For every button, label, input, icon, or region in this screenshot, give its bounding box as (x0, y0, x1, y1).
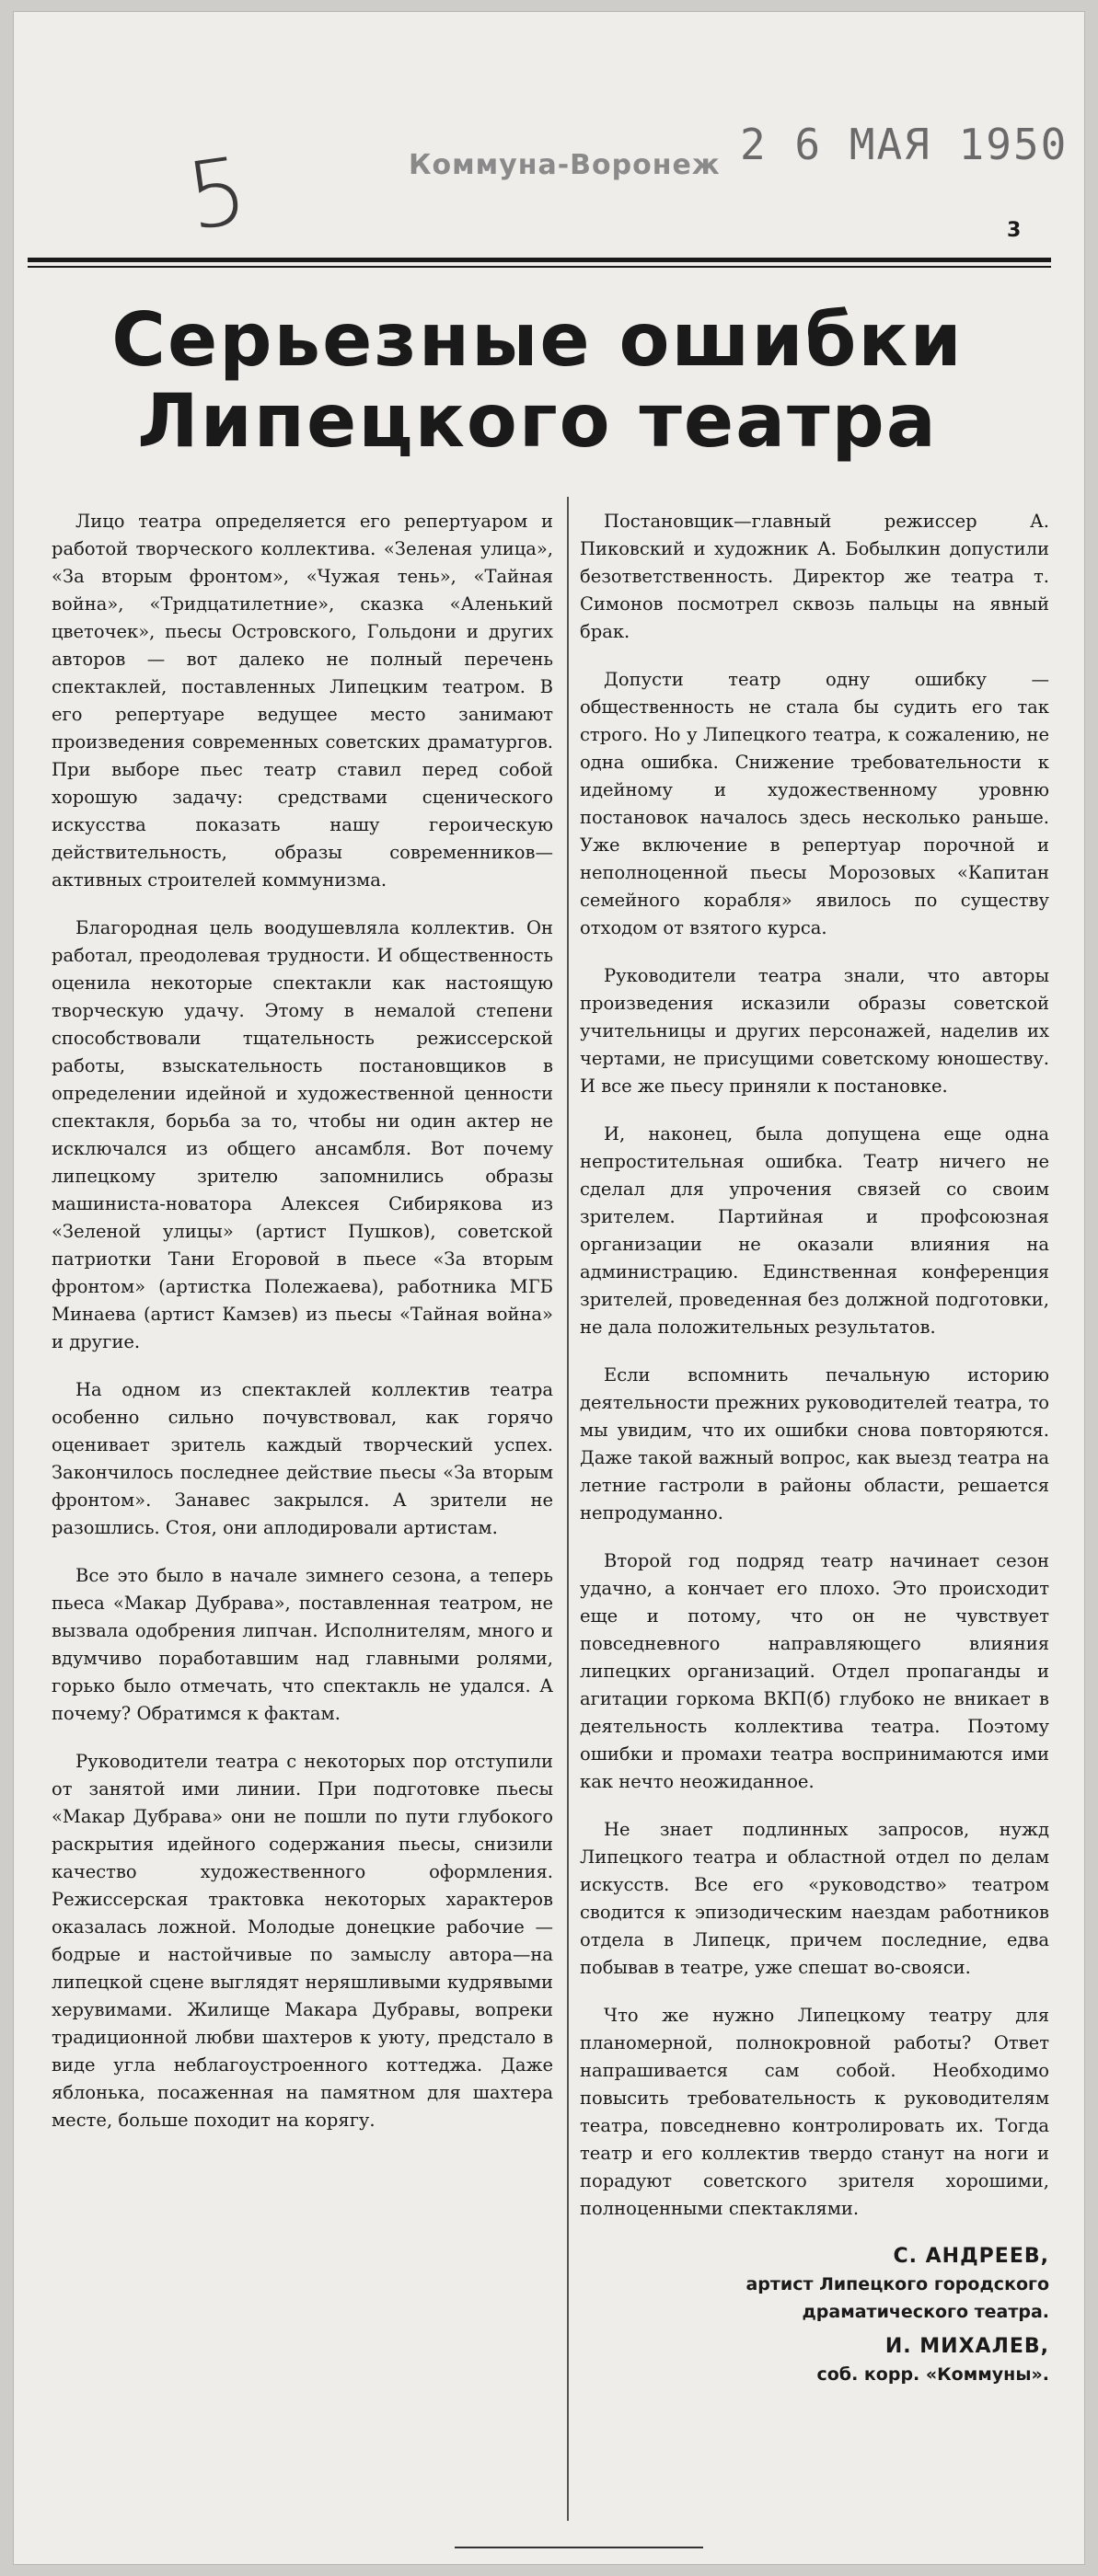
paragraph: И, наконец, была допущена еще одна непростительная ошибка. Театр ничего не сделал для упрочения связей со своим зрителем. Партийная и профсоюзная организации не оказали влияния на администрацию. Единственная конференция зрителей, проведенная без должной подготовки, не дала положительных результатов. (580, 1123, 1049, 1338)
paragraph: Допусти театр одну ошибку — общественность не стала бы судить его так строго. Но у Липецкого театра, к сожалению, не одна ошибка. Снижение требовательности к идейному и художественному уровню постановок началось здесь несколько раньше. Уже включение в репертуар порочной и неполноценной пьесы Морозовых «Капитан семейного корабля» явилось по существу отходом от взятого курса. (580, 669, 1049, 938)
paragraph: Благородная цель воодушевляла коллектив. Он работал, преодолевая трудности. И общественность оценила некоторые спектакли как настоящую творческую удачу. Этому в немалой степени способствовали тщательность режиссерской работы, взыскательность постановщиков в определении идейной и художественной ценности спектакля, борьба за то, чтобы ни один актер не исключался из общего ансамбля. Вот почему липецкому зрителю запомнились образы машиниста-новатора Алексея Сибирякова из «Зеленой улицы» (артист Пушков), советской патриотки Тани Егоровой в пьесе «За вторым фронтом» (артистка Полежаева), работника МГБ Минаева (артист Камзев) из пьесы «Тайная война» и другие. (52, 917, 553, 1352)
column-separator (567, 497, 569, 2521)
top-rule (28, 258, 1051, 268)
paragraph: Постановщик—главный режиссер А. Пиковский и художник А. Бобылкин допустили безответственность. Директор же театра т. Симонов посмотрел сквозь пальцы на явный брак. (580, 511, 1049, 642)
paragraph: Если вспомнить печальную историю деятельности прежних руководителей театра, то мы увидим, что их ошибки снова повторяются. Даже такой важный вопрос, как выезд театра на летние гастроли в районы области, решается непродуманно. (580, 1364, 1049, 1524)
author-role: драматического театра. (802, 2302, 1049, 2322)
bottom-rule (455, 2547, 703, 2548)
headline-line-1: Серьезные ошибки (111, 297, 964, 383)
headline-line-2: Липецкого театра (137, 378, 938, 464)
source-stamp: Коммуна-Воронеж (409, 149, 721, 181)
paragraph: Все это было в начале зимнего сезона, а теперь пьеса «Макар Дубрава», поставленная театром, не вызвала одобрения липчан. Исполнителям, много и вдумчиво поработавшим над главными ролями, горько было отмечать, что спектакль не удался. А почему? Обратимся к фактам. (52, 1565, 553, 1724)
author-role: соб. корр. «Коммуны». (816, 2364, 1049, 2385)
page-number: 3 (1007, 219, 1022, 242)
paragraph: Не знает подлинных запросов, нужд Липецкого театра и областной отдел по делам искусств. Все его «руководство» театром сводится к эпизодическим наездам работников отдела в Липецк, причем последние, едва побывав в театре, уже спешат во-свояси. (580, 1819, 1049, 1978)
paragraph: Лицо театра определяется его репертуаром и работой творческого коллектива. «Зеленая улица», «За вторым фронтом», «Чужая тень», «Тайная война», «Тридцатилетние», сказка «Аленький цветочек», пьесы Островского, Гольдони и других авторов — вот далеко не полный перечень спектаклей, поставленных Липецким театром. В его репертуаре ведущее место занимают произведения современных советских драматургов. При выборе пьес театр ставил перед собой хорошую задачу: средствами сценического искусства показать нашу героическую действительность, образы современников—активных строителей коммунизма. (52, 511, 553, 891)
author-name: И. МИХАЛЕВ, (884, 2335, 1049, 2358)
newspaper-clipping (13, 11, 1085, 2565)
signature-block-1 (580, 2243, 1049, 2326)
author-name: С. АНДРЕЕВ, (893, 2245, 1049, 2268)
signature-block-2 (580, 2333, 1049, 2388)
author-role: артист Липецкого городского (745, 2274, 1049, 2294)
paragraph: На одном из спектаклей коллектив театра особенно сильно почувствовал, как горячо оценивает зритель каждый творческий успех. Закончилось последнее действие пьесы «За вторым фронтом». Занавес закрылся. А зрители не разошлись. Стоя, они аплодировали артистам. (52, 1379, 553, 1538)
paragraph: Что же нужно Липецкому театру для планомерной, полнокровной работы? Ответ напрашивается сам собой. Необходимо повысить требовательность к руководителям театра, повседневно контролировать их. Тогда театр и его коллектив твердо станут на ноги и порадуют советского зрителя хорошими, полноценными спектаклями. (580, 2005, 1049, 2219)
date-stamp: 2 6 МАЯ 1950 (740, 120, 1069, 169)
left-column (52, 508, 553, 2155)
headline (31, 297, 1044, 464)
paragraph: Руководители театра знали, что авторы произведения исказили образы советской учительницы и других персонажей, наделив их чертами, не присущими советскому юношеству. И все же пьесу приняли к постановке. (580, 965, 1049, 1097)
paragraph: Руководители театра с некоторых пор отступили от занятой ими линии. При подготовке пьесы «Макар Дубрава» они не пошли по пути глубокого раскрытия идейного содержания пьесы, снизили качество художественного оформления. Режиссерская трактовка некоторых характеров оказалась ложной. Молодые донецкие рабочие — бодрые и настойчивые по замыслу автора—на липецкой сцене выглядят неряшливыми кудрявыми херувимами. Жилище Макара Дубравы, вопреки традиционной любви шахтеров к уюту, предстало в виде угла неблагоустроенного коттеджа. Даже яблонька, посаженная на памятном для шахтера месте, больше походит на корягу. (52, 1751, 553, 2131)
handwritten-number: 5 (180, 136, 254, 251)
right-column (580, 508, 1049, 2388)
paragraph: Второй год подряд театр начинает сезон удачно, а кончает его плохо. Это происходит еще и потому, что он не чувствует повседневного направляющего влияния липецких организаций. Отдел пропаганды и агитации горкома ВКП(б) глубоко не вникает в деятельность коллектива театра. Поэтому ошибки и промахи театра воспринимаются ими как нечто неожиданное. (580, 1550, 1049, 1792)
